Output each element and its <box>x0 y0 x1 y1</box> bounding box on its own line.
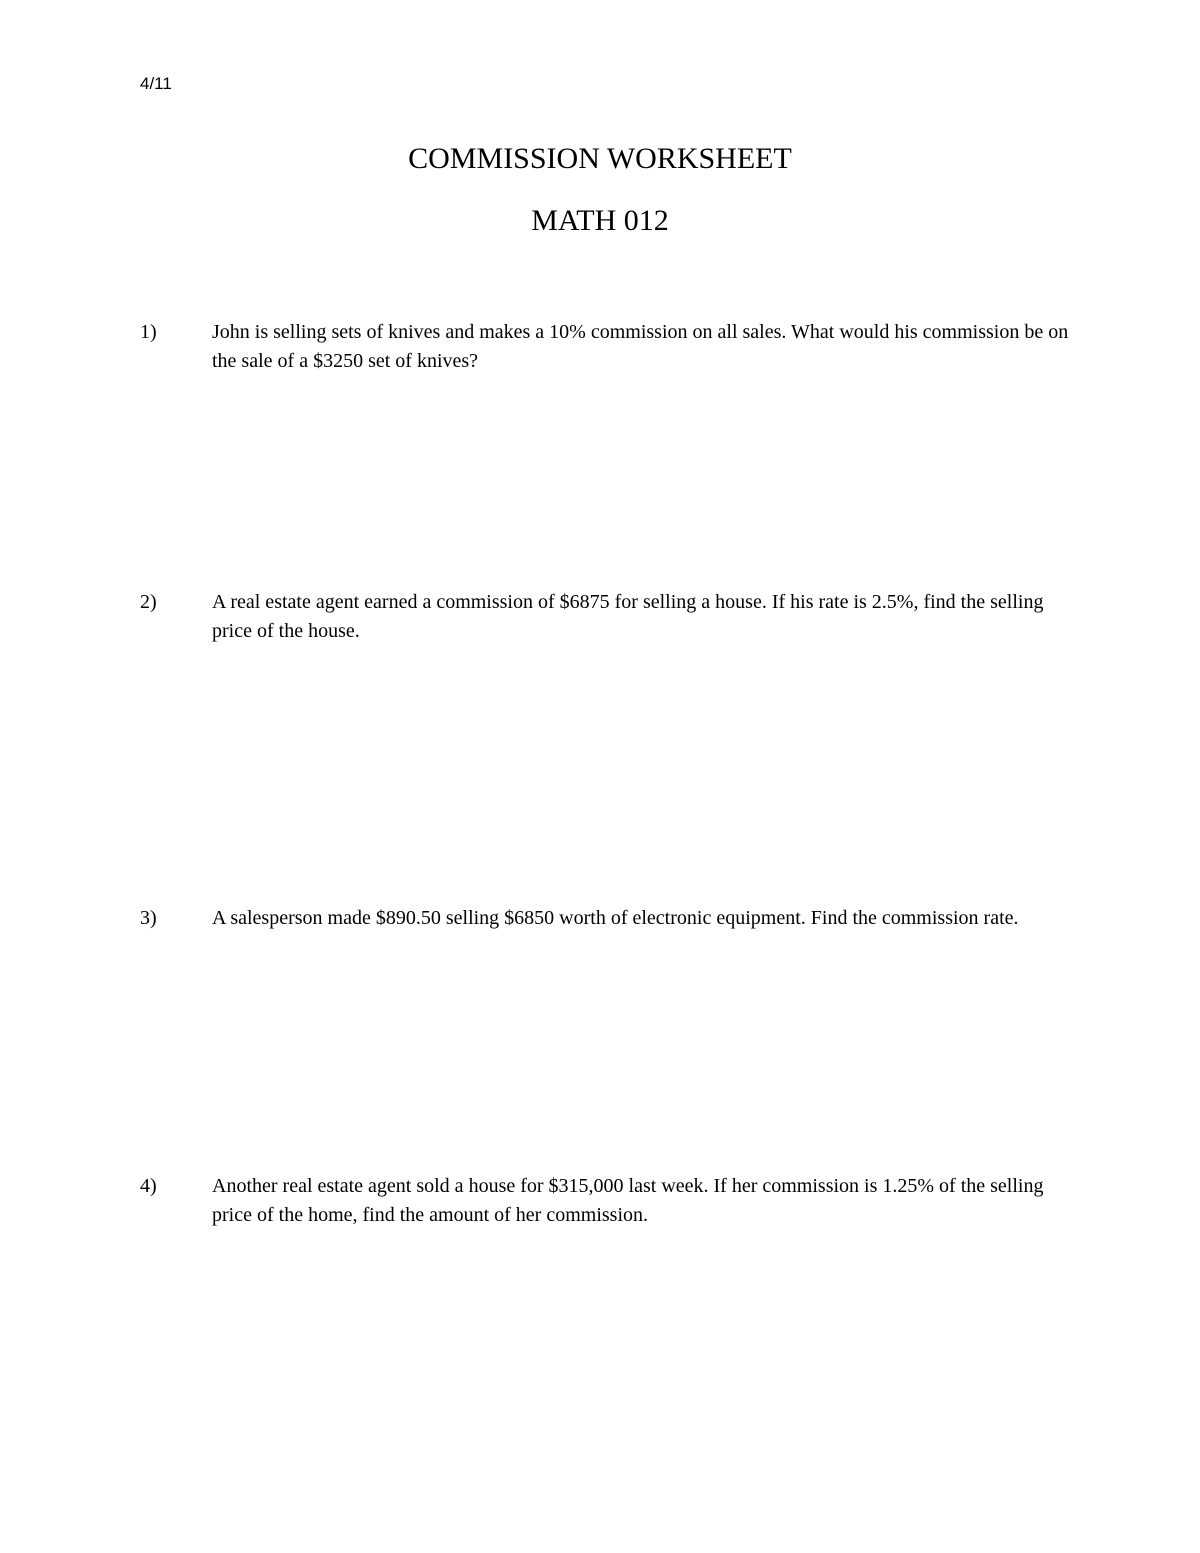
question-number: 3) <box>140 907 157 929</box>
question-text: Another real estate agent sold a house for $315,000 last week. If her commission is 1.25% of the selling price of the home, find the amount of her commission. <box>212 1175 1044 1226</box>
course-title: MATH 012 <box>531 204 669 237</box>
question-text: A real estate agent earned a commission of $6875 for selling a house. If his rate is 2.5%, find the selling price of the house. <box>212 591 1044 642</box>
worksheet-title: COMMISSION WORKSHEET <box>408 142 792 175</box>
question-number: 4) <box>140 1175 157 1197</box>
question-number: 2) <box>140 591 157 613</box>
question-text: John is selling sets of knives and makes a 10% commission on all sales. What would his commission be on the sale of a $3250 set of knives? <box>212 321 1069 372</box>
question-number: 1) <box>140 321 157 343</box>
question-text: A salesperson made $890.50 selling $6850 worth of electronic equipment. Find the commission rate. <box>212 907 1019 929</box>
header-date: 4/11 <box>140 74 172 93</box>
